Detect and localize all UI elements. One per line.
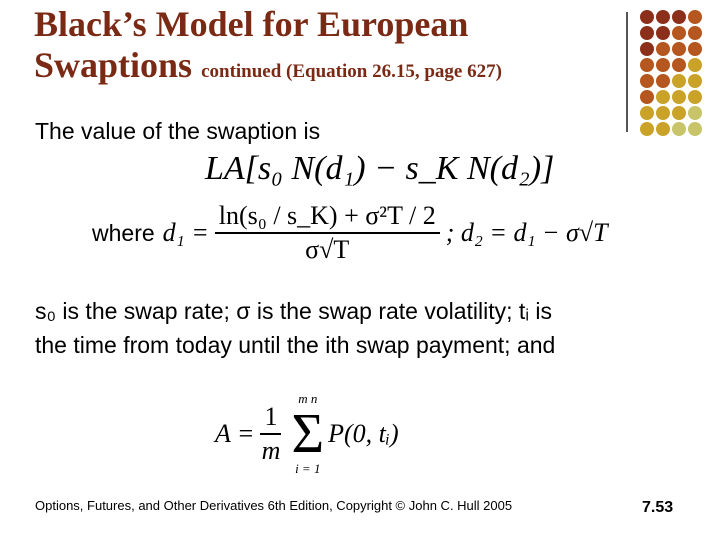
decorative-dot <box>640 26 654 40</box>
decorative-dot <box>640 106 654 120</box>
decorative-dot <box>688 58 702 72</box>
decorative-dot <box>656 74 670 88</box>
decorative-dot <box>688 74 702 88</box>
annuity-formula <box>215 392 399 476</box>
swaption-formula: LA[s₀ N(d₁) − s_K N(d₂)] <box>205 150 555 187</box>
decorative-dot <box>656 90 670 104</box>
decorative-dot <box>656 42 670 56</box>
d1-denominator: σ√T <box>305 235 350 264</box>
description-line1: s₀ is the swap rate; σ is the swap rate volatility; tᵢ is <box>35 298 552 324</box>
decorative-dot <box>672 122 686 136</box>
decorative-dot <box>640 74 654 88</box>
title-line2 <box>34 45 502 85</box>
decorative-dot <box>640 90 654 104</box>
intro-text: The value of the swaption is <box>35 118 321 144</box>
annuity-fraction <box>260 401 281 467</box>
decorative-dot <box>672 10 686 24</box>
decorative-dot <box>688 90 702 104</box>
decorative-dot-grid <box>640 10 702 136</box>
decorative-dot <box>672 74 686 88</box>
title-line2-subtitle: continued (Equation 26.15, page 627) <box>201 61 502 82</box>
sum-lower-limit: i = 1 <box>295 461 321 476</box>
decorative-dot <box>656 122 670 136</box>
decorative-dot <box>656 58 670 72</box>
d1-d2-formula <box>92 200 608 266</box>
footer-copyright: Options, Futures, and Other Derivatives 6th Edition, Copyright © John C. Hull 2005 <box>35 498 513 513</box>
sum-upper-limit: m n <box>298 391 318 406</box>
decorative-dot <box>688 26 702 40</box>
decorative-dot <box>672 26 686 40</box>
decorative-dot <box>688 122 702 136</box>
d1-fraction <box>215 200 440 266</box>
decorative-dot <box>672 58 686 72</box>
decorative-dot <box>688 106 702 120</box>
decorative-dot <box>656 10 670 24</box>
decorative-dot <box>656 26 670 40</box>
title-line1: Black’s Model for European <box>34 4 469 44</box>
title-line2-main: Swaptions <box>34 45 193 85</box>
where-label: where <box>92 219 155 246</box>
summation-symbol <box>291 392 324 476</box>
description-line2: the time from today until the ith swap payment; and <box>35 332 556 358</box>
description-text <box>35 294 705 362</box>
d1-numerator: ln(s₀ / s_K) + σ²T / 2 <box>215 200 440 234</box>
divider-line <box>626 12 628 132</box>
annuity-frac-denominator: m <box>261 436 281 465</box>
decorative-dot <box>672 90 686 104</box>
decorative-dot <box>640 58 654 72</box>
decorative-dot <box>688 10 702 24</box>
decorative-dot <box>640 122 654 136</box>
annuity-frac-numerator: 1 <box>260 401 281 435</box>
sigma-icon: Σ <box>291 403 325 465</box>
page-number: 7.53 <box>642 499 674 516</box>
d1-lhs: d₁ = <box>162 218 209 247</box>
decorative-dot <box>672 106 686 120</box>
slide-title <box>34 4 502 93</box>
decorative-dot <box>656 106 670 120</box>
decorative-dot <box>672 42 686 56</box>
decorative-dot <box>688 42 702 56</box>
annuity-summand: P(0, tᵢ) <box>328 419 399 448</box>
d2-formula: ; d₂ = d₁ − σ√T <box>445 218 608 247</box>
decorative-dot <box>640 42 654 56</box>
decorative-dot <box>640 10 654 24</box>
annuity-lhs: A = <box>215 419 255 448</box>
